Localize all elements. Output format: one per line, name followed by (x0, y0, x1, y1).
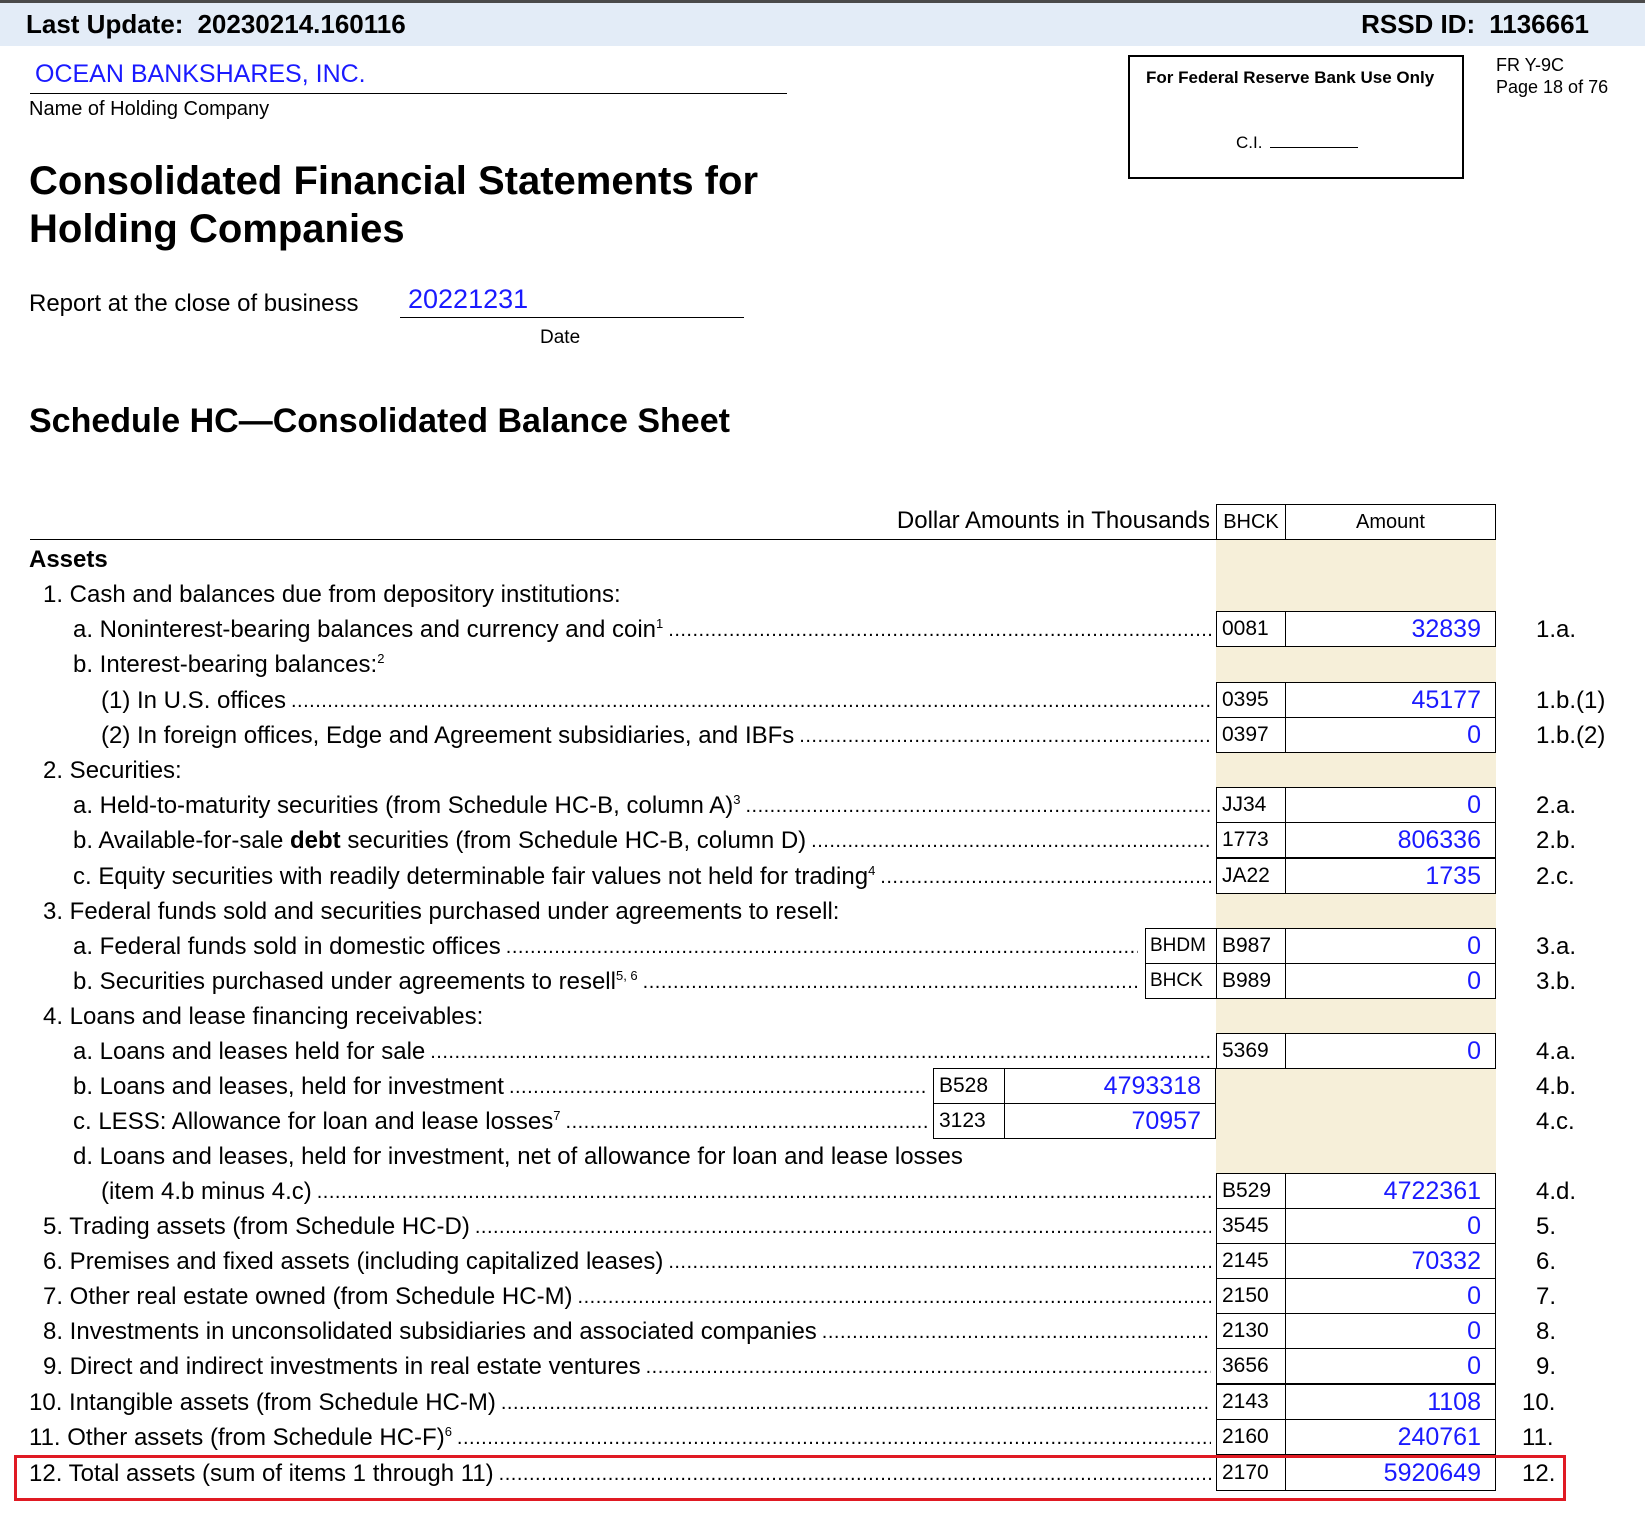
item-4b-label: b. Loans and leases, held for investment ..... (73, 1072, 928, 1102)
item-1a-code: 0081 (1216, 611, 1286, 647)
item-9-amount[interactable]: 0 (1285, 1348, 1496, 1384)
item-11-label: 11. Other assets (from Schedule HC-F)$^6$ ..... (29, 1423, 1211, 1453)
item-2c-label: c. Equity securities with readily determinable fair values not held for trading$^4$ ..... (73, 862, 1211, 892)
item-12-code: 2170 (1216, 1455, 1286, 1491)
item-6-label: 6. Premises and fixed assets (including capitalized leases) ..... (43, 1247, 1211, 1277)
item-9-label: 9. Direct and indirect investments in real estate ventures ..... (43, 1352, 1211, 1382)
item-3a-label: a. Federal funds sold in domestic offices ..... (73, 932, 1138, 962)
rssd-label: RSSD ID: (1361, 9, 1476, 39)
item-1b1-label: (1) In U.S. offices ..... (101, 686, 1211, 716)
header-rule (30, 539, 1216, 540)
item-2a-ref: 2.a. (1536, 792, 1577, 819)
item-7-label: 7. Other real estate owned (from Schedule HC-M) ..... (43, 1282, 1211, 1312)
form-id (1496, 54, 1608, 98)
code-prefix-header: BHCK (1216, 504, 1286, 540)
item-4b-amount[interactable]: 4793318 (1004, 1068, 1216, 1104)
item-4c-label: c. LESS: Allowance for loan and lease losses$^7$ ..... (73, 1107, 928, 1137)
item-4d-ref: 4.d. (1536, 1178, 1577, 1205)
item-2a-amount[interactable]: 0 (1285, 787, 1496, 823)
item-1a-ref: 1.a. (1536, 616, 1577, 643)
units-header: Dollar Amounts in Thousands (896, 507, 1210, 534)
item-10-amount[interactable]: 1108 (1285, 1384, 1496, 1420)
company-name: OCEAN BANKSHARES, INC. (30, 60, 787, 94)
item-2b-ref: 2.b. (1536, 827, 1577, 854)
amount-header: Amount (1285, 504, 1496, 540)
item-6-code: 2145 (1216, 1243, 1286, 1279)
item-3b-prefix: BHCK (1145, 963, 1217, 999)
item-8-code: 2130 (1216, 1313, 1286, 1349)
item-2c-ref: 2.c. (1536, 863, 1575, 890)
item-1b2-label: (2) In foreign offices, Edge and Agreement subsidiaries, and IBFs ..... (101, 721, 1211, 751)
item-4a-code: 5369 (1216, 1033, 1286, 1069)
item-5-code: 3545 (1216, 1208, 1286, 1244)
ci-label: C.I. (1236, 133, 1263, 152)
page-number: Page 18 of 76 (1496, 77, 1609, 97)
item-2a-label: a. Held-to-maturity securities (from Schedule HC-B, column A)$^3$ ..... (73, 791, 1211, 821)
item-3a-prefix: BHDM (1145, 928, 1217, 964)
item-9-ref: 9. (1536, 1353, 1557, 1380)
schedule-title: Schedule HC—Consolidated Balance Sheet (29, 402, 730, 440)
item-8-amount[interactable]: 0 (1285, 1313, 1496, 1349)
item-4c-ref: 4.c. (1536, 1108, 1575, 1135)
rssd-value: 1136661 (1489, 9, 1589, 39)
item-1b1-amount[interactable]: 45177 (1285, 682, 1496, 718)
top-bar (0, 0, 1645, 46)
item-6-ref: 6. (1536, 1248, 1557, 1275)
page-title-line-2: Holding Companies (29, 207, 405, 251)
item-1b2-amount[interactable]: 0 (1285, 717, 1496, 753)
item-9-code: 3656 (1216, 1348, 1286, 1384)
item-4d-label-cont: (item 4.b minus 4.c) ..... (101, 1177, 1211, 1207)
item-4d-amount[interactable]: 4722361 (1285, 1173, 1496, 1209)
ci-blank (1270, 147, 1358, 148)
date-caption: Date (540, 327, 581, 348)
item-4c-amount[interactable]: 70957 (1004, 1103, 1216, 1139)
total-assets-highlight (14, 1455, 1566, 1501)
item-10-label: 10. Intangible assets (from Schedule HC-M) ..... (29, 1388, 1211, 1418)
item-12-ref: 12. (1522, 1460, 1556, 1487)
item-2-label: 2. Securities: (43, 757, 182, 784)
item-7-ref: 7. (1536, 1283, 1557, 1310)
item-2c-amount[interactable]: 1735 (1285, 858, 1496, 894)
item-2c-code: JA22 (1216, 858, 1286, 894)
fed-use-box (1128, 55, 1464, 179)
item-4a-ref: 4.a. (1536, 1038, 1577, 1065)
item-3b-label: b. Securities purchased under agreements to resell$^{5, 6}$ ..... (73, 967, 1138, 997)
item-7-amount[interactable]: 0 (1285, 1278, 1496, 1314)
item-2b-label: b. Available-for-sale debt securities (from Schedule HC-B, column D) ..... (73, 826, 1211, 856)
item-3-label: 3. Federal funds sold and securities purchased under agreements to resell: (43, 898, 840, 925)
item-3a-code: B987 (1216, 928, 1286, 964)
item-1a-label: a. Noninterest-bearing balances and currency and coin$^1$ ..... (73, 615, 1211, 645)
item-8-ref: 8. (1536, 1318, 1557, 1345)
rssd-id (1361, 9, 1589, 40)
item-1b1-code: 0395 (1216, 682, 1286, 718)
item-1-label: 1. Cash and balances due from depository institutions: (43, 581, 621, 608)
item-3b-code: B989 (1216, 963, 1286, 999)
form-name: FR Y-9C (1496, 55, 1565, 75)
item-4a-amount[interactable]: 0 (1285, 1033, 1496, 1069)
report-date-value: 20221231 (400, 284, 744, 318)
item-4d-label: d. Loans and leases, held for investment, net of allowance for loan and lease losses (73, 1143, 963, 1170)
item-1b2-code: 0397 (1216, 717, 1286, 753)
item-4b-code: B528 (933, 1068, 1005, 1104)
item-1b-label: b. Interest-bearing balances:$^2$ (73, 651, 385, 678)
item-12-label: 12. Total assets (sum of items 1 through 11) ..... (29, 1459, 1211, 1489)
item-4-label: 4. Loans and lease financing receivables: (43, 1003, 484, 1030)
item-10-ref: 10. (1522, 1389, 1556, 1416)
ci-field (1236, 133, 1358, 153)
item-5-ref: 5. (1536, 1213, 1557, 1240)
section-assets: Assets (29, 546, 108, 573)
item-10-code: 2143 (1216, 1384, 1286, 1420)
last-update-label: Last Update: (26, 9, 184, 39)
company-label: Name of Holding Company (29, 98, 270, 120)
last-update-value: 20230214.160116 (197, 9, 406, 39)
fed-use-title: For Federal Reserve Bank Use Only (1146, 68, 1435, 87)
item-4a-label: a. Loans and leases held for sale ..... (73, 1037, 1211, 1067)
item-2b-code: 1773 (1216, 822, 1286, 858)
item-1a-amount[interactable]: 32839 (1285, 611, 1496, 647)
report-date-row (29, 284, 529, 318)
item-2a-code: JJ34 (1216, 787, 1286, 823)
item-5-label: 5. Trading assets (from Schedule HC-D) ..... (43, 1212, 1211, 1242)
item-4c-code: 3123 (933, 1103, 1005, 1139)
item-7-code: 2150 (1216, 1278, 1286, 1314)
page-title-line-1: Consolidated Financial Statements for (29, 159, 759, 203)
report-date-label: Report at the close of business (29, 290, 359, 317)
item-11-code: 2160 (1216, 1419, 1286, 1455)
last-update (26, 9, 406, 40)
item-3b-ref: 3.b. (1536, 968, 1577, 995)
item-12-amount[interactable]: 5920649 (1285, 1455, 1496, 1491)
item-2b-amount[interactable]: 806336 (1285, 822, 1496, 858)
item-1b1-ref: 1.b.(1) (1536, 687, 1606, 714)
item-4d-code: B529 (1216, 1173, 1286, 1209)
item-11-amount[interactable]: 240761 (1285, 1419, 1496, 1455)
item-11-ref: 11. (1522, 1424, 1554, 1451)
page-title (29, 157, 758, 253)
item-1b2-ref: 1.b.(2) (1536, 722, 1606, 749)
item-5-amount[interactable]: 0 (1285, 1208, 1496, 1244)
item-8-label: 8. Investments in unconsolidated subsidiaries and associated companies ..... (43, 1317, 1211, 1347)
item-3a-ref: 3.a. (1536, 933, 1577, 960)
item-3b-amount[interactable]: 0 (1285, 963, 1496, 999)
item-4b-ref: 4.b. (1536, 1073, 1577, 1100)
item-3a-amount[interactable]: 0 (1285, 928, 1496, 964)
item-6-amount[interactable]: 70332 (1285, 1243, 1496, 1279)
